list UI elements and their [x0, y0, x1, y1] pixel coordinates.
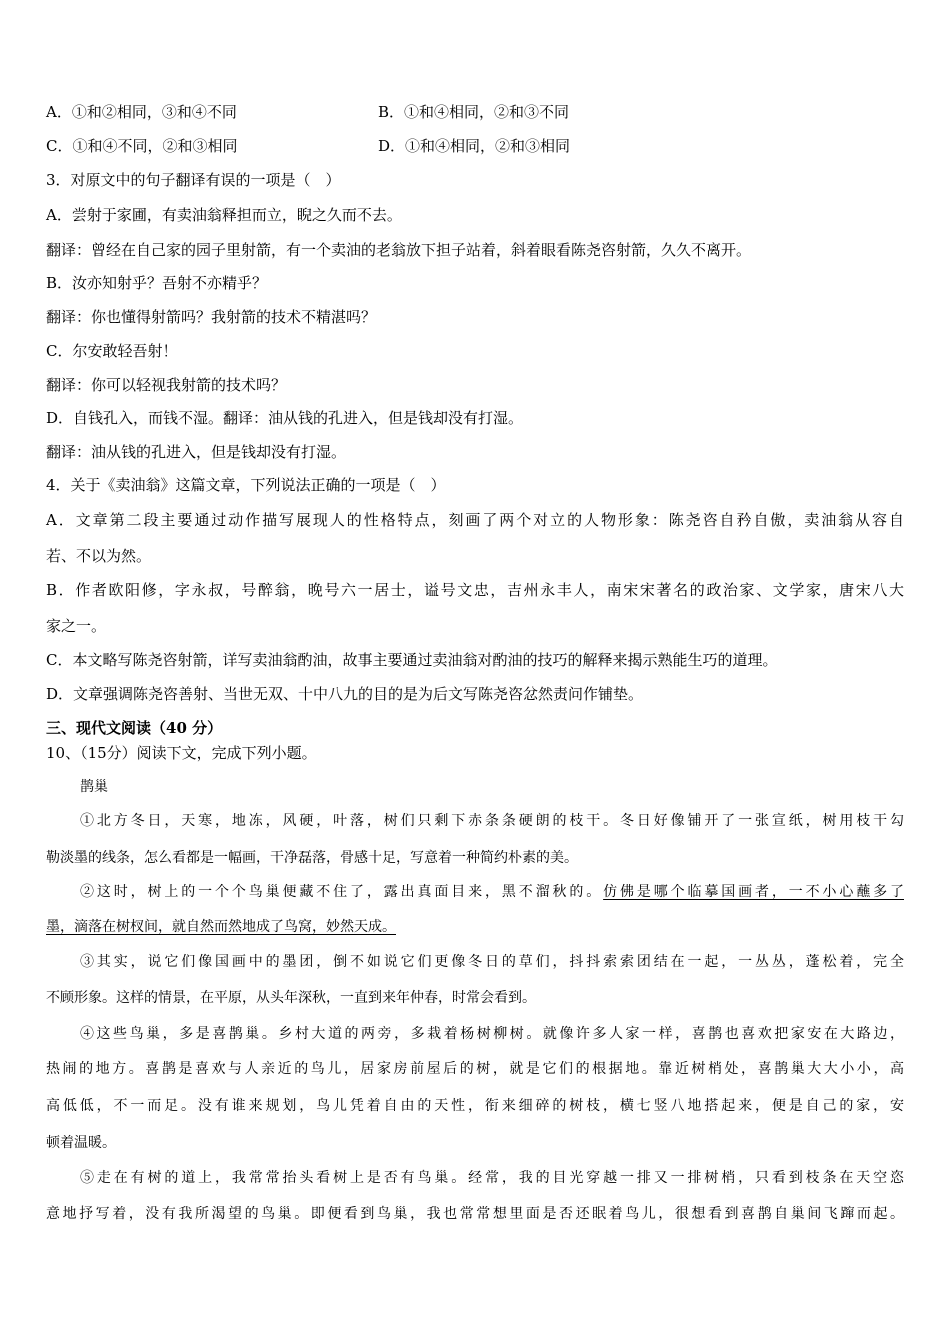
passage-p4-line1: ④这些鸟巢，多是喜鹊巢。乡村大道的两旁，多栽着杨树柳树。就像许多人家一样，喜鹊也喜欢把家安在大路边， — [80, 1026, 904, 1042]
passage-p5-line1: ⑤走在有树的道上，我常常抬头看树上是否有鸟巢。经常，我的目光穿越一排又一排树梢，只看到枝条在天空恣 — [80, 1170, 904, 1186]
q3-option-a: A．尝射于家圃，有卖油翁释担而立，睨之久而不去。 — [46, 206, 402, 224]
q3-stem: 3．对原文中的句子翻译有误的一项是（ ） — [46, 171, 341, 189]
passage-title: 鹊巢 — [80, 779, 108, 795]
passage-p4-line3: 高低低，不一而足。没有谁来规划，鸟儿凭着自由的天性，衔来细碎的树枝，横七竖八地搭起来，便是自己的家，安 — [46, 1098, 904, 1114]
q2-option-a: A．①和②相同，③和④不同 — [46, 103, 237, 121]
q3-option-c-translation: 翻译：你可以轻视我射箭的技术吗？ — [46, 376, 287, 394]
q2-option-c: C．①和④不同，②和③相同 — [46, 137, 238, 155]
q2-option-d: D．①和④相同，②和③相同 — [378, 137, 571, 155]
passage-p4-line4: 顿着温暖。 — [46, 1135, 116, 1151]
q4-option-b-line1: B．作者欧阳修，字永叔，号醉翁，晚号六一居士，谥号文忠，吉州永丰人，南宋宋著名的政治家、文学家，唐宋八大 — [46, 581, 904, 599]
q3-option-b: B．汝亦知射乎？吾射不亦精乎？ — [46, 274, 268, 292]
passage-p2-line2-underlined: 墨，滴落在树杈间，就自然而然地成了鸟窝，妙然天成。 — [46, 919, 396, 935]
section3-heading: 三、现代文阅读（40 分） — [46, 719, 223, 737]
q3-option-b-translation: 翻译：你也懂得射箭吗？我射箭的技术不精湛吗？ — [46, 308, 377, 326]
q3-option-c: C．尔安敢轻吾射！ — [46, 342, 178, 360]
passage-p1-line1: ①北方冬日，天寒，地冻，风硬，叶落，树们只剩下赤条条硬朗的枝干。冬日好像铺开了一张宣纸，树用枝干勾 — [80, 813, 904, 829]
q4-stem: 4．关于《卖油翁》这篇文章，下列说法正确的一项是（ ） — [46, 476, 446, 494]
passage-p2-line1 — [80, 882, 904, 902]
q4-option-d: D．文章强调陈尧咨善射、当世无双、十中八九的目的是为后文写陈尧咨忿然责问作铺垫。 — [46, 685, 644, 703]
passage-p2-text: ②这时，树上的一个个鸟巢便藏不住了，露出真面目来，黑不溜秋的。 — [80, 884, 604, 900]
q3-option-d-translation: 翻译：油从钱的孔进入，但是钱却没有打湿。 — [46, 443, 347, 461]
passage-p5-line2: 意地抒写着，没有我所渴望的鸟巢。即便看到鸟巢，我也常常想里面是否还眠着鸟儿，很想看到喜鹊自巢间飞蹿而起。 — [46, 1206, 904, 1222]
q4-option-b-line2: 家之一。 — [46, 617, 107, 635]
passage-p3-line1: ③其实，说它们像国画中的墨团，倒不如说它们更像冬日的草们，抖抖索索团结在一起，一丛丛，蓬松着，完全 — [80, 954, 904, 970]
q4-option-c: C．本文略写陈尧咨射箭，详写卖油翁酌油，故事主要通过卖油翁对酌油的技巧的解释来揭示熟能生巧的道理。 — [46, 651, 778, 669]
q3-option-a-translation: 翻译：曾经在自己家的园子里射箭，有一个卖油的老翁放下担子站着，斜着眼看陈尧咨射箭，久久不离开。 — [46, 241, 752, 259]
passage-p3-line2: 不顾形象。这样的情景，在平原，从头年深秋，一直到来年仲春，时常会看到。 — [46, 990, 536, 1006]
q10-stem: 10、（15分）阅读下文，完成下列小题。 — [46, 744, 317, 762]
passage-p1-line2: 勒淡墨的线条，怎么看都是一幅画，干净磊落，骨感十足，写意着一种简约朴素的美。 — [46, 850, 578, 866]
passage-p2-underlined: 仿佛是哪个临摹国画者，一不小心蘸多了 — [603, 884, 904, 900]
q3-option-d: D．自钱孔入，而钱不湿。翻译：油从钱的孔进入，但是钱却没有打湿。 — [46, 409, 524, 427]
q2-option-b: B．①和④相同，②和③不同 — [378, 103, 570, 121]
passage-p4-line2: 热闹的地方。喜鹊是喜欢与人亲近的鸟儿，居家房前屋后的树，就是它们的根据地。靠近树梢处，喜鹊巢大大小小，高 — [46, 1061, 904, 1077]
q4-option-a-line1: A．文章第二段主要通过动作描写展现人的性格特点，刻画了两个对立的人物形象：陈尧咨自矜自傲，卖油翁从容自 — [46, 511, 904, 529]
q4-option-a-line2: 若、不以为然。 — [46, 547, 152, 565]
